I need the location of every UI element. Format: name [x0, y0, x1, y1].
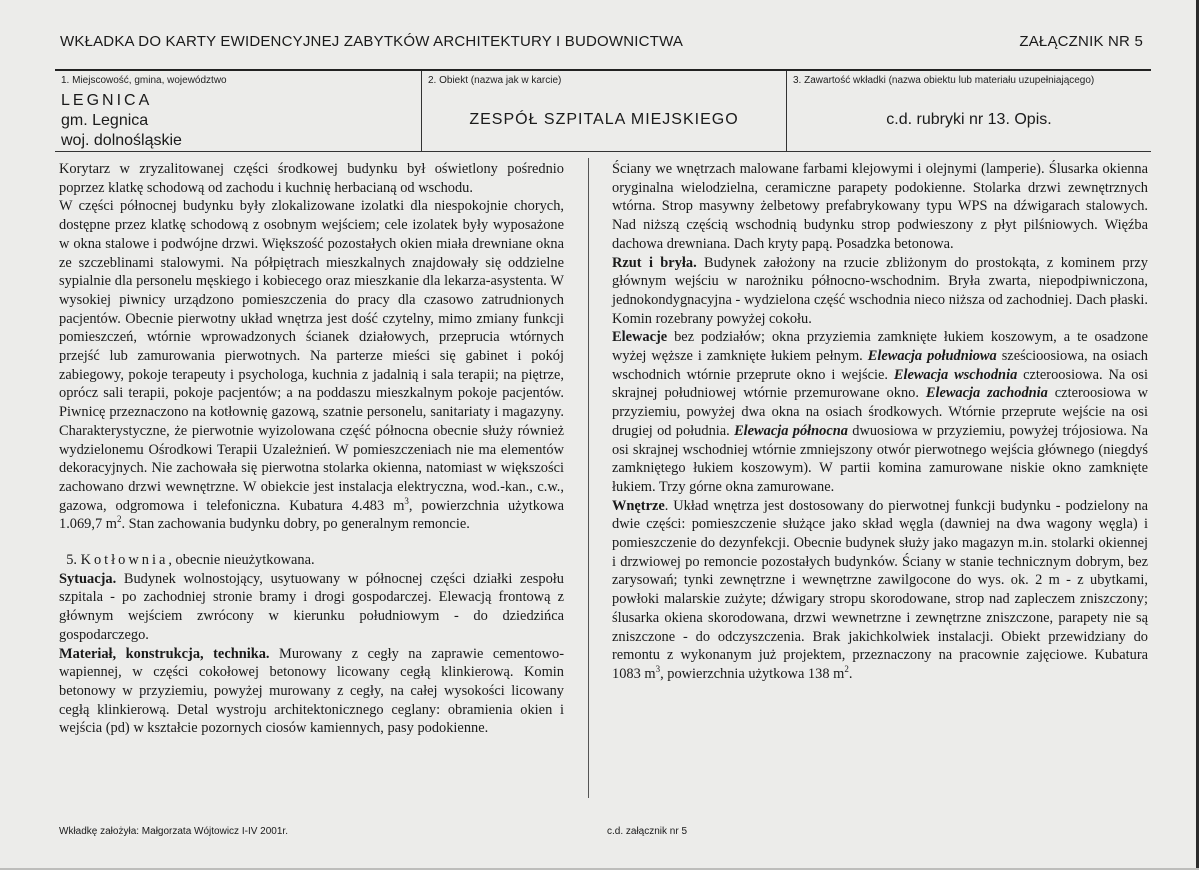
paragraph [59, 645, 564, 739]
keyword: Materiał, konstrukcja, technika. [59, 645, 270, 662]
field-content-label: 3. Zawartość wkładki (nazwa obiektu lub materiału uzupełniającego) [793, 75, 1095, 86]
keyword: Wnętrze [612, 497, 665, 514]
text-span: . Stan zachowania budynku dobry, po generalnym remoncie. [121, 516, 470, 533]
superscript: 2 [116, 514, 122, 525]
text-span: . [848, 665, 853, 682]
section-note: , obecnie nieużytkowana. [168, 552, 315, 569]
text-span: . Układ wnętrza jest dostosowany do pierwotnej funkcji budynku - podzielony na dwie części: pomieszczenie służące jako skład węgla (dawniej na dwa wagony węgla) i pomieszczenie do dezynfekcji. Obecnie budynek służy jako magazyn m.in. stolarki okiennej i drzwiowej po remoncie pozostałych budynków. Ściany w stanie technicznym dobrym, bez zarysowań; tynki zewnętrzne i wewnętrzne zawilgocone do wys. ok. 2 m - z ubytkami, powłoki malarskie zużyte; dźwigary stropu skorodowane, strop nad zapleczem zniszczony; ślusarka okiena skorodowana, drzwi wewnetrzne i zewnętrzne zniszczone, parapety nie są zniszczone - do odczyszczenia. Brak jakichkolwiek instalacji. Obiekt przewidziany do remontu z wykonanym już projektem, przeznaczony na pracownie zajęciowe. Kubatura 1083 m [612, 497, 1148, 682]
text-span: Budynek wolnostojący, usytuowany w północnej części działki zespołu szpitala - po zachodniej stronie bramy i drogi gospodarczej. Elewacją frontową z głównym wejściem zwrócony w kierunku południowym - do dziedzińca gospodarczego. [59, 570, 564, 643]
paragraph: Korytarz w zryzalitowanej części środkowej budynku był oświetlony pośrednio poprzez klatkę schodową od zachodu i kuchnię herbacianą od wschodu. [59, 161, 564, 196]
paragraph: Ściany we wnętrzach malowane farbami klejowymi i olejnymi (lamperie). Ślusarka okienna oryginalna wielodzielna, ceramiczne parapety podokienne. Stolarka drzwi zewnętrznych wtórna. Strop masywny żelbetowy prefabrykowany typu WPS na dźwigarach stalowych. Nad niższą częścią wschodnią budynku strop podwieszony z płyt pilśniowych. Więźba dachowa drewniana. Dach kryty papą. Posadzka betonowa. [612, 161, 1148, 252]
field-location-gmina: gm. Legnica [61, 112, 149, 129]
superscript: 2 [844, 664, 849, 675]
left-column [59, 160, 564, 738]
footer-continuation: c.d. załącznik nr 5 [607, 826, 688, 837]
paragraph [612, 254, 1148, 329]
sub-heading: Elewacja zachodnia [925, 385, 1048, 402]
paragraph [59, 197, 564, 534]
sub-heading: Elewacja południowa [867, 348, 997, 365]
text-span: bez podziałów; okna przyziemia zamknięte łukiem koszowym, a te osadzone wyżej węższe i zamknięte łukiem pełnym. [612, 329, 1148, 365]
paragraph [612, 328, 1148, 496]
keyword: Rzut i bryła. [612, 254, 697, 271]
section-heading [59, 551, 564, 570]
text-span: W części północnej budynku były zlokalizowane izolatki dla niespokojnie chorych, dostępne przez klatkę schodową z osobnym wejściem; cele izolatek były wyposażone w okna stalowe i podwójne drzwi. Większość pozostałych okien miała drewniane okna ze szczeblinami stalowymi. Na półpiętrach mieszkalnych znajdowały się oddzielne sypialnie dla personelu męskiego i kobiecego oraz mieszkanie dla lekarza-asystenta. W wysokiej piwnicy urządzono pomieszczenia do pracy dla czasowo zatrudnionych pacjentów. Obecnie pierwotny układ wnętrza jest dość czytelny, mimo zmiany funkcji pomieszczeń, wtórnie wprowadzonych ścianek działowych, przeprucia wtórnych przejść lub zamurowania pierwotnych. Na parterze mieści się gabinet i pokój zabiegowy, pokoje terapeuty i psychologa, kuchnia z jadalnią i sala terapii; na piętrze, oprócz sali terapii, pokoje pacjentów; a na poddaszu mieszkalnym pokoje pacjentów. Piwnicę przeznaczono na kotłownię gazową, szatnie personelu, sanitariaty i magazyny. Charakterystyczne, że pierwotnie wyizolowana część północna obecnie służy również wydzielonemu Ośrodkowi Terapii Uzależnień. W pomieszczeniach nie ma elementów dekoracyjnych. Nie zachowała się pierwotna stolarka okienna, natomiast w większości zachowano drzwi wewnętrzne. W obiekcie jest instalacja elektryczna, wod.-kan., c.w., gazowa, odgromowa i telefoniczna. Kubatura 4.483 m [59, 198, 564, 514]
paragraph [612, 497, 1148, 684]
right-column [612, 160, 1148, 684]
paragraph [59, 570, 564, 645]
superscript: 3 [404, 495, 409, 506]
field-content-value: c.d. rubryki nr 13. Opis. [886, 111, 1052, 128]
field-object [421, 71, 786, 151]
superscript: 3 [655, 664, 661, 675]
header-fields [55, 69, 1151, 152]
text-span: , powierzchnia użytkowa 1.069,7 m [59, 497, 564, 533]
section-number: 5. [66, 552, 81, 569]
field-content [786, 71, 1151, 151]
document-title: WKŁADKA DO KARTY EWIDENCYJNEJ ZABYTKÓW ARCHITEKTURY I BUDOWNICTWA [60, 33, 684, 50]
sub-heading: Elewacja wschodnia [893, 366, 1018, 383]
field-location-voivodeship: woj. dolnośląskie [61, 132, 182, 149]
field-location [55, 71, 421, 151]
text-span: Murowany z cegły na zaprawie cementowo-wapiennej, w części cokołowej betonowy licowany cegłą klinkierową. Komin betonowy w przyziemiu, powyżej murowany z cegły, na całej wysokości licowany cegłą klinkierową. Detal wystroju architektonicznego ceglany: obramienia okien i wejścia (pd) w kształcie pozornych ciosów kamiennych, pasy podokienne. [59, 645, 564, 737]
footer-author: Wkładkę założyła: Małgorzata Wójtowicz I-IV 2001r. [59, 826, 288, 837]
text-span: dwuosiowa w przyziemiu, powyżej trójosiowa. Na osi skrajnej wschodniej wtórnie zmniejszony otwór pierwotnego wejścia głównego (niegdyś zamkniętego łukiem koszowym). W partii komina zamurowane niskie okno zamknięte łukiem. Trzy górne okna zamurowane. [612, 422, 1148, 495]
keyword: Sytuacja. [59, 570, 117, 587]
text-span: sześcioosiowa, na osiach wschodnich wtórnie przeprute okno i wejście. [612, 348, 1148, 383]
annex-number: ZAŁĄCZNIK NR 5 [1019, 33, 1143, 50]
text-span: Budynek założony na rzucie zbliżonym do prostokąta, z kominem przy głównym wejściu w narożniku północno-wschodnim. Bryła zwarta, niepodpiwniczona, jednokondygnacyjna - wydzielona część wschodnia nieco niższa od zachodniej. Dach płaski. Komin rozebrany powyżej cokołu. [612, 254, 1148, 327]
section-name: Kotłownia [80, 552, 169, 569]
field-object-label: 2. Obiekt (nazwa jak w karcie) [428, 75, 562, 86]
field-location-city: LEGNICA [61, 92, 153, 109]
keyword: Elewacje [612, 329, 668, 346]
field-location-label: 1. Miejscowość, gmina, województwo [61, 75, 227, 86]
text-span: , powierzchnia użytkowa 138 m [660, 665, 845, 682]
text-span: czteroosiowa w przyziemiu, powyżej dwa okna na osiach środkowych. Wtórnie przeprute wejście na osi drugiej od południa. [612, 385, 1149, 439]
field-object-value: ZESPÓŁ SZPITALA MIEJSKIEGO [469, 111, 739, 128]
text-span: czteroosiowa. Na osi skrajnej południowej wtórnie przemurowane okno. [612, 366, 1148, 402]
column-divider [588, 158, 589, 798]
sub-heading: Elewacja północna [734, 422, 848, 439]
